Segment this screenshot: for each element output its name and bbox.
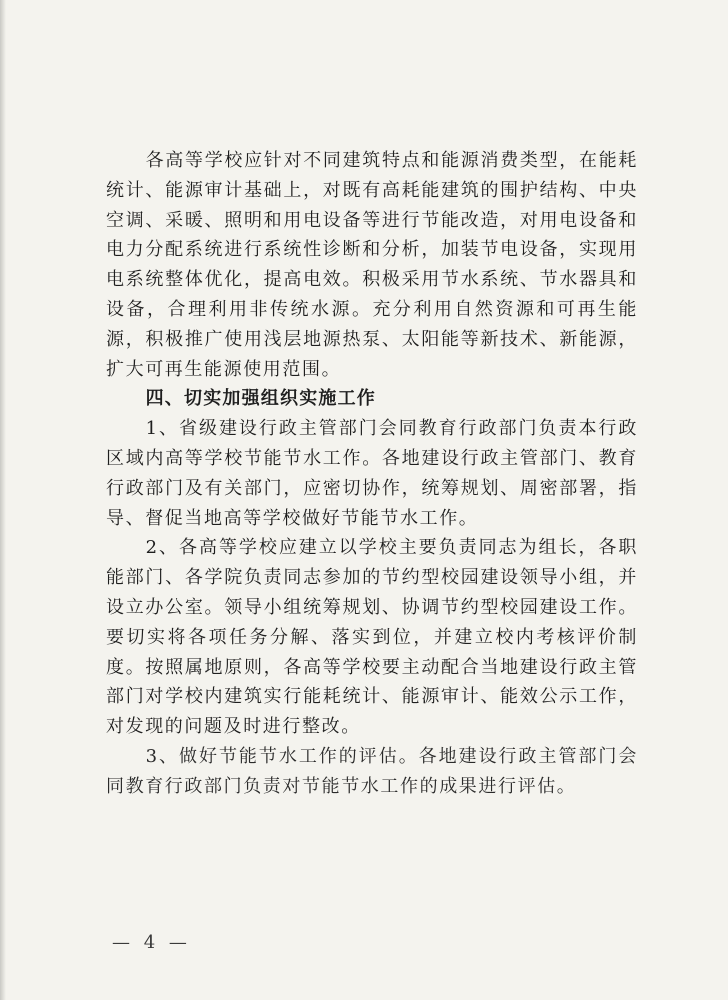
section-heading-4: 四、切实加强组织实施工作 xyxy=(145,388,376,410)
scan-edge-shadow xyxy=(0,0,6,1000)
paragraph-item-2: 2、各高等学校应建立以学校主要负责同志为组长，各职能部门、各学院负责同志参加的节约型校园建设领导小组，并设立办公室。领导小组统筹规划、协调节约型校园建设工作。要切实将各项任务分解、落实到位，并建立校内考核评价制度。按照属地原则，各高等学校要主动配合当地建设行政主管部门对学校内建筑实行能耗统计、能源审计、能效公示工作，对发现的问题及时进行整改。 xyxy=(106,537,638,738)
paragraph-item-1: 1、省级建设行政主管部门会同教育行政部门负责本行政区域内高等学校节能节水工作。各地建设行政主管部门、教育行政部门及有关部门，应密切协作，统筹规划、周密部署，指导、督促当地高等学校做好节能节水工作。 xyxy=(106,418,638,529)
paragraph-item-3: 3、做好节能节水工作的评估。各地建设行政主管部门会同教育行政部门负责对节能节水工作的成果进行评估。 xyxy=(106,745,638,797)
paragraph-energy-retrofit: 各高等学校应针对不同建筑特点和能源消费类型，在能耗统计、能源审计基础上，对既有高耗能建筑的围护结构、中央空调、采暖、照明和用电设备等进行节能改造，对用电设备和电力分配系统进行系统性诊断和分析，加装节电设备，实现用电系统整体优化，提高电效。积极采用节水系统、节水器具和设备，合理利用非传统水源。充分利用自然资源和可再生能源，积极推广使用浅层地源热泵、太阳能等新技术、新能源，扩大可再生能源使用范围。 xyxy=(106,150,638,380)
document-body xyxy=(106,146,638,802)
page-number: — 4 — xyxy=(112,932,191,953)
